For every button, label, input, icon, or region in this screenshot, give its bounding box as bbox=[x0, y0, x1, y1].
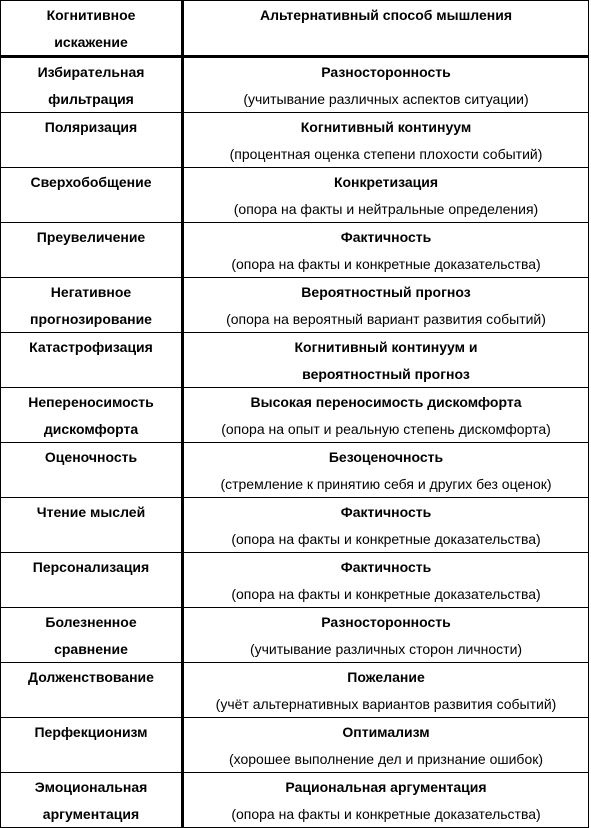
alternative-description: (учёт альтернативных вариантов развития событий) bbox=[215, 696, 557, 712]
table-row bbox=[1, 223, 589, 278]
alternative-cell bbox=[183, 113, 589, 168]
distortion-cell bbox=[1, 57, 183, 113]
alternative-title: Безоценочность bbox=[328, 449, 444, 465]
distortion-name: прогнозирование bbox=[30, 311, 152, 327]
alternative-cell bbox=[183, 57, 589, 113]
header-col2-line1: Альтернативный способ мышления bbox=[260, 7, 512, 23]
alternative-cell bbox=[183, 663, 589, 718]
distortion-name: Перфекционизм bbox=[34, 724, 148, 740]
header-cognitive-distortion bbox=[1, 1, 183, 57]
table-row bbox=[1, 553, 589, 608]
alternative-description: (опора на факты и конкретные доказательства) bbox=[231, 586, 541, 602]
distortion-name: Непереносимость bbox=[28, 394, 154, 410]
distortion-name: Чтение мыслей bbox=[36, 504, 146, 520]
alternative-cell bbox=[183, 333, 589, 388]
distortion-cell bbox=[1, 608, 183, 663]
alternative-title: Пожелание bbox=[347, 669, 425, 685]
alternative-cell bbox=[183, 608, 589, 663]
table-row bbox=[1, 608, 589, 663]
table-header-row bbox=[1, 1, 589, 57]
alternative-title: Когнитивный континуум и bbox=[294, 339, 478, 355]
table-row bbox=[1, 663, 589, 718]
alternative-cell bbox=[183, 498, 589, 553]
distortion-cell bbox=[1, 113, 183, 168]
table-row bbox=[1, 113, 589, 168]
table-row bbox=[1, 278, 589, 333]
distortion-name: Избирательная bbox=[37, 64, 145, 80]
distortion-name: Негативное bbox=[50, 284, 132, 300]
distortion-name: Катастрофизация bbox=[29, 339, 153, 355]
distortion-cell bbox=[1, 553, 183, 608]
table-row bbox=[1, 168, 589, 223]
alternative-cell bbox=[183, 223, 589, 278]
distortion-name: Оценочность bbox=[44, 449, 138, 465]
alternative-description: (стремление к принятию себя и других без оценок) bbox=[220, 476, 552, 492]
distortion-name: Болезненное bbox=[45, 614, 137, 630]
alternative-title: Фактичность bbox=[340, 504, 432, 520]
distortion-name: Сверхобобщение bbox=[30, 174, 152, 190]
table-row bbox=[1, 498, 589, 553]
distortion-cell bbox=[1, 718, 183, 773]
header-col1-line1: Когнитивное bbox=[46, 7, 136, 23]
alternative-title: Когнитивный континуум bbox=[300, 119, 472, 135]
alternative-cell bbox=[183, 718, 589, 773]
alternative-cell bbox=[183, 388, 589, 443]
alternative-title: Высокая переносимость дискомфорта bbox=[250, 394, 522, 410]
distortion-name: Поляризация bbox=[44, 119, 138, 135]
alternative-title: Разносторонность bbox=[321, 64, 451, 80]
distortion-cell bbox=[1, 498, 183, 553]
alternative-cell bbox=[183, 773, 589, 828]
table-row bbox=[1, 57, 589, 113]
alternative-description: (опора на факты и нейтральные определения) bbox=[233, 201, 539, 217]
distortion-name: дискомфорта bbox=[43, 421, 139, 437]
table-row bbox=[1, 443, 589, 498]
distortion-cell bbox=[1, 333, 183, 388]
table-row bbox=[1, 718, 589, 773]
distortion-name: Эмоциональная bbox=[34, 779, 148, 795]
alternative-title: Фактичность bbox=[340, 559, 432, 575]
alternative-description: (опора на вероятный вариант развития событий) bbox=[226, 311, 546, 327]
alternative-description: (учитывание различных сторон личности) bbox=[249, 641, 523, 657]
distortion-cell bbox=[1, 223, 183, 278]
distortion-cell bbox=[1, 443, 183, 498]
alternative-title: Разносторонность bbox=[321, 614, 451, 630]
header-alternative-thinking bbox=[183, 1, 589, 57]
distortion-cell bbox=[1, 773, 183, 828]
alternative-description: (учитывание различных аспектов ситуации) bbox=[243, 91, 529, 107]
distortion-cell bbox=[1, 278, 183, 333]
alternative-cell bbox=[183, 168, 589, 223]
table-row bbox=[1, 333, 589, 388]
alternative-title: Фактичность bbox=[340, 229, 432, 245]
alternative-description: (опора на факты и конкретные доказательства) bbox=[231, 806, 541, 822]
alternative-description: (опора на опыт и реальную степень дискомфорта) bbox=[221, 421, 551, 437]
distortion-cell bbox=[1, 168, 183, 223]
alternative-description: (опора на факты и конкретные доказательства) bbox=[231, 256, 541, 272]
alternative-cell bbox=[183, 443, 589, 498]
alternative-title: Оптимализм bbox=[342, 724, 430, 740]
alternative-description: (процентная оценка степени плохости событий) bbox=[229, 146, 543, 162]
distortion-name: сравнение bbox=[54, 641, 128, 657]
distortion-name: Преувеличение bbox=[36, 229, 146, 245]
distortion-cell bbox=[1, 388, 183, 443]
table-row bbox=[1, 388, 589, 443]
alternative-description: (хорошее выполнение дел и признание ошибок) bbox=[228, 751, 544, 767]
alternative-cell bbox=[183, 553, 589, 608]
header-col1-line2: искажение bbox=[54, 34, 128, 50]
distortion-name: аргументация bbox=[42, 806, 140, 822]
alternative-description: (опора на факты и конкретные доказательства) bbox=[231, 531, 541, 547]
alternative-title: вероятностный прогноз bbox=[302, 366, 470, 382]
alternative-cell bbox=[183, 278, 589, 333]
distortion-name: фильтрация bbox=[48, 91, 134, 107]
table-row bbox=[1, 773, 589, 828]
alternative-title: Рациональная аргументация bbox=[285, 779, 487, 795]
distortion-name: Долженствование bbox=[28, 669, 154, 685]
distortion-name: Персонализация bbox=[32, 559, 150, 575]
alternative-title: Конкретизация bbox=[333, 174, 439, 190]
distortion-cell bbox=[1, 663, 183, 718]
alternative-title: Вероятностный прогноз bbox=[301, 284, 471, 300]
